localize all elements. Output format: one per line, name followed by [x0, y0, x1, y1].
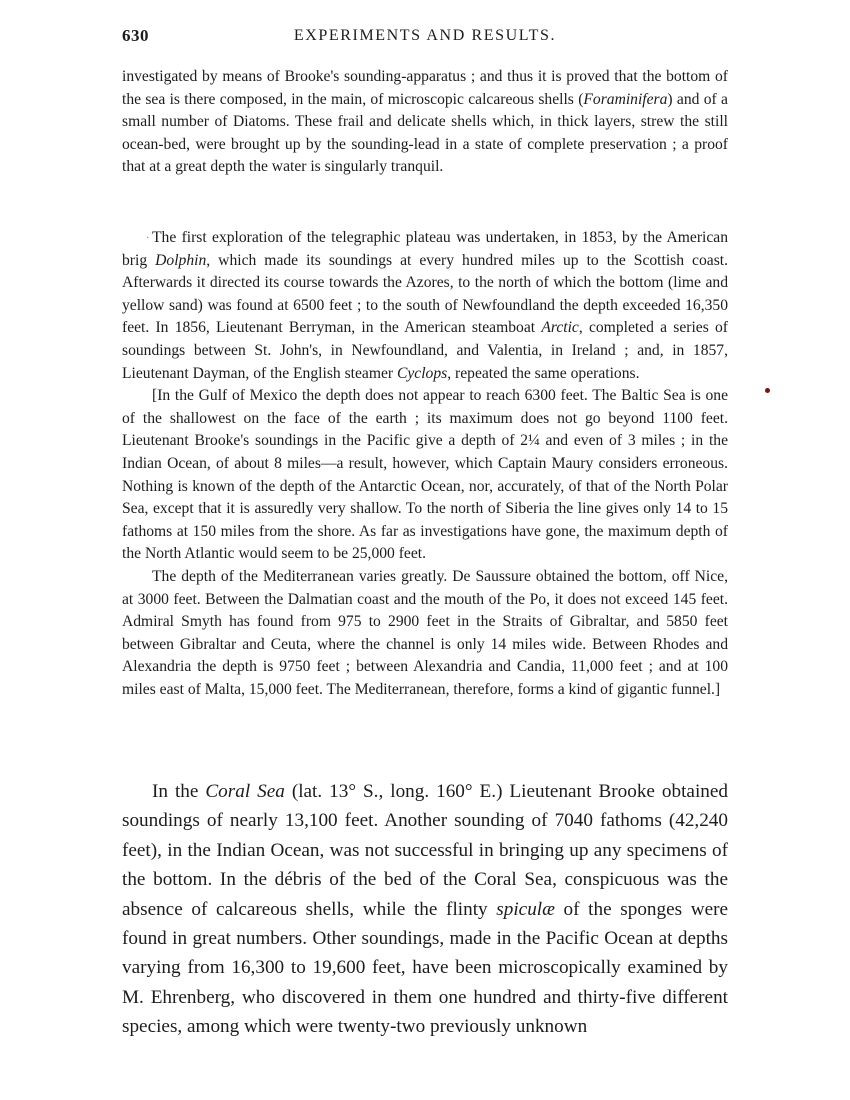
plateau-text-4: , repeated the same operations.	[447, 364, 640, 382]
running-head	[122, 26, 728, 52]
intro-section	[122, 66, 728, 179]
coral-text-1: In the	[152, 781, 206, 802]
page-number: 630	[122, 26, 149, 45]
ship-name-dolphin: Dolphin	[155, 251, 207, 269]
coral-text-2: (lat. 13° S., long. 160° E.) Lieutenant Brooke obtained soundings of nearly 13,100 feet. Another sounding of 7040 fathoms (42,240 feet), in the Indian Ocean, was not successful in bringing up any specimens of the bottom. In the débris of the bed of the Coral Sea, conspicuous was the absence of calcareous shells, while the flinty	[122, 781, 728, 920]
large-type-section	[122, 777, 728, 1042]
telegraphic-plateau-paragraph	[122, 227, 728, 385]
header-title: EXPERIMENTS AND RESULTS.	[293, 27, 557, 44]
plateau-text-3: , completed a series of soundings between St. John's, in Newfoundland, and Valentia, in Ireland ; and, in 1857, Lieutenant Dayman, of the English steamer	[122, 319, 729, 382]
term-spiculae: spiculæ	[496, 898, 555, 920]
mediterranean-paragraph: The depth of the Mediterranean varies greatly. De Saussure obtained the bottom, off Nice, at 3000 feet. Between the Dalmatian coast and the mouth of the Po, it does not exceed 145 feet. Admiral Smyth has found from 975 to 2900 feet in the Straits of Gibraltar, and 5850 feet between Gibraltar and Ceuta, where the channel is only 14 miles wide. Between Rhodes and Alexandria the depth is 9750 feet ; between Alexandria and Candia, 11,000 feet ; and at 100 miles east of Malta, 15,000 feet. The Mediterranean, therefore, forms a kind of gigantic funnel.]	[122, 567, 728, 698]
plateau-text-2: , which made its soundings at every hundred miles up to the Scottish coast. Afterwards it directed its course towards the Azores, to the north of which the bottom (lime and yellow sand) was found at 6500 feet ; to the south of Newfoundland the depth exceeded 16,350 feet. In 1856, Lieutenant Berryman, in the American steamboat	[122, 251, 728, 337]
small-type-section	[122, 227, 728, 701]
intro-term-foraminifera: Foraminifera	[583, 90, 668, 108]
coral-text-3: of the sponges were found in great numbers. Other soundings, made in the Pacific Ocean at depths varying from 16,300 to 19,600 feet, have been microscopically examined by M. Ehrenberg, who discovered in them one hundred and thirty-five different species, among which were twenty-two previously unknown	[122, 898, 729, 1038]
gulf-of-mexico-paragraph: [In the Gulf of Mexico the depth does not appear to reach 6300 feet. The Baltic Sea is one of the shallowest on the face of the earth ; its maximum does not go beyond 1100 feet. Lieutenant Brooke's soundings in the Pacific give a depth of 2¼ and even of 3 miles ; in the Indian Ocean, of about 8 miles—a result, however, which Captain Maury considers erroneous. Nothing is known of the depth of the Antarctic Ocean, nor, accurately, of that of the North Polar Sea, except that it is assuredly very shallow. To the north of Siberia the line gives only 14 to 15 fathoms at 150 miles from the shore. As far as investigations have gone, the maximum depth of the North Atlantic would seem to be 25,000 feet.	[122, 387, 728, 563]
plateau-text-1: The first exploration of the telegraphic plateau was undertaken, in 1853, by the American brig	[122, 229, 728, 269]
place-name-coral-sea: Coral Sea	[205, 781, 285, 802]
ship-name-cyclops: Cyclops	[396, 364, 448, 382]
intro-paragraph	[122, 66, 728, 179]
intro-text-2: ) and of a small number of Diatoms. These frail and delicate shells which, in thick layers, strew the still ocean-bed, were brought up by the sounding-lead in a state of complete preservation ; a proof that at a great depth the water is singularly tranquil.	[122, 90, 728, 176]
ship-name-arctic: Arctic	[541, 319, 579, 337]
intro-text-1: investigated by means of Brooke's sounding-apparatus ; and thus it is proved that the bottom of the sea is there composed, in the main, of microscopic calcareous shells (	[122, 68, 728, 108]
stray-mark: ·	[146, 233, 150, 244]
coral-sea-paragraph	[122, 777, 728, 1042]
ink-dot-mark	[765, 388, 770, 393]
